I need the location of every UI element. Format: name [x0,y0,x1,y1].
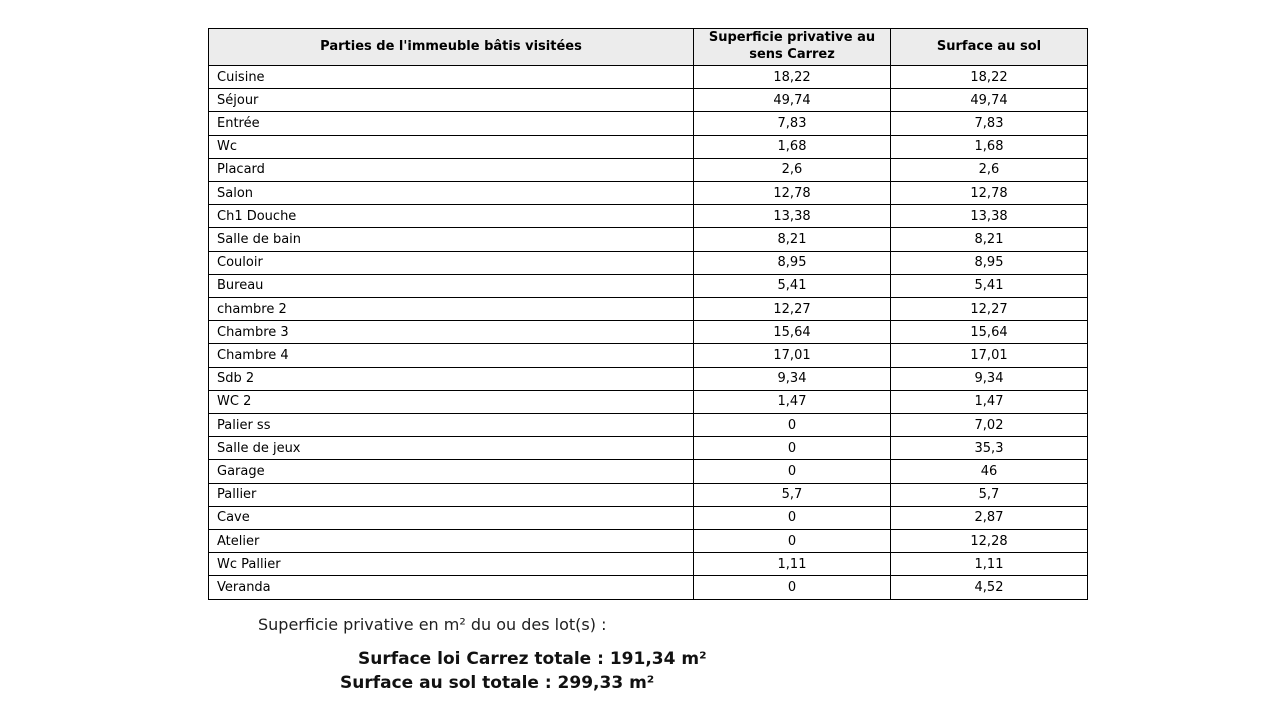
table-row [209,89,1088,112]
sol-value: 13,38 [891,205,1088,228]
carrez-value: 7,83 [694,112,891,135]
room-name: Pallier [209,483,694,506]
room-name: Wc [209,135,694,158]
carrez-value: 9,34 [694,367,891,390]
carrez-value: 0 [694,506,891,529]
sol-value: 2,87 [891,506,1088,529]
table-header-row [209,29,1088,66]
room-name: Atelier [209,530,694,553]
room-name: Salle de bain [209,228,694,251]
sol-value: 12,78 [891,182,1088,205]
carrez-value: 17,01 [694,344,891,367]
room-name: Sdb 2 [209,367,694,390]
carrez-value: 1,68 [694,135,891,158]
carrez-value: 13,38 [694,205,891,228]
room-name: Salle de jeux [209,437,694,460]
sol-value: 5,41 [891,274,1088,297]
header-carrez: Superficie privative au sens Carrez [694,29,891,66]
sol-value: 1,11 [891,553,1088,576]
table-row [209,367,1088,390]
table-row [209,182,1088,205]
table-row [209,390,1088,413]
room-name: Veranda [209,576,694,600]
room-name: Placard [209,158,694,181]
carrez-value: 1,11 [694,553,891,576]
room-name: Salon [209,182,694,205]
carrez-value: 1,47 [694,390,891,413]
room-name: Séjour [209,89,694,112]
table-row [209,205,1088,228]
carrez-value: 8,95 [694,251,891,274]
table-row [209,460,1088,483]
sol-value: 1,68 [891,135,1088,158]
room-name: Chambre 3 [209,321,694,344]
sol-value: 9,34 [891,367,1088,390]
carrez-value: 8,21 [694,228,891,251]
sol-value: 15,64 [891,321,1088,344]
sol-value: 12,28 [891,530,1088,553]
table-row [209,321,1088,344]
room-name: Wc Pallier [209,553,694,576]
carrez-total-text: Surface loi Carrez totale : 191,34 m² [358,649,707,669]
room-name: Garage [209,460,694,483]
carrez-value: 0 [694,576,891,600]
room-name: Entrée [209,112,694,135]
sol-value: 17,01 [891,344,1088,367]
carrez-value: 15,64 [694,321,891,344]
table-row [209,135,1088,158]
table-row [209,274,1088,297]
sol-value: 12,27 [891,298,1088,321]
sol-value: 2,6 [891,158,1088,181]
room-name: chambre 2 [209,298,694,321]
room-name: Cave [209,506,694,529]
room-name: Couloir [209,251,694,274]
sol-value: 4,52 [891,576,1088,600]
room-name: WC 2 [209,390,694,413]
table-row [209,66,1088,89]
room-name: Cuisine [209,66,694,89]
carrez-value: 0 [694,530,891,553]
table-row [209,530,1088,553]
room-name: Chambre 4 [209,344,694,367]
carrez-value: 12,78 [694,182,891,205]
carrez-value: 0 [694,414,891,437]
sol-value: 8,95 [891,251,1088,274]
carrez-value: 5,41 [694,274,891,297]
sol-value: 18,22 [891,66,1088,89]
room-name: Bureau [209,274,694,297]
sol-value: 35,3 [891,437,1088,460]
table-row [209,576,1088,600]
sol-value: 7,83 [891,112,1088,135]
sol-value: 7,02 [891,414,1088,437]
carrez-value: 49,74 [694,89,891,112]
carrez-value: 0 [694,437,891,460]
table-row [209,483,1088,506]
table-row [209,228,1088,251]
sol-value: 5,7 [891,483,1088,506]
sol-value: 49,74 [891,89,1088,112]
table-row [209,251,1088,274]
room-name: Ch1 Douche [209,205,694,228]
table-row [209,506,1088,529]
table-row [209,158,1088,181]
table-row [209,112,1088,135]
superficie-intro-text: Superficie privative en m² du ou des lot(s) : [258,615,607,634]
header-surface-sol: Surface au sol [891,29,1088,66]
table-row [209,437,1088,460]
carrez-value: 12,27 [694,298,891,321]
carrez-value: 18,22 [694,66,891,89]
carrez-value: 2,6 [694,158,891,181]
table-row [209,298,1088,321]
sol-total-text: Surface au sol totale : 299,33 m² [340,673,655,693]
carrez-value: 0 [694,460,891,483]
sol-value: 46 [891,460,1088,483]
table-row [209,414,1088,437]
sol-value: 1,47 [891,390,1088,413]
table-row [209,553,1088,576]
sol-value: 8,21 [891,228,1088,251]
header-parties: Parties de l'immeuble bâtis visitées [209,29,694,66]
carrez-value: 5,7 [694,483,891,506]
surface-table [208,28,1088,600]
table-row [209,344,1088,367]
room-name: Palier ss [209,414,694,437]
